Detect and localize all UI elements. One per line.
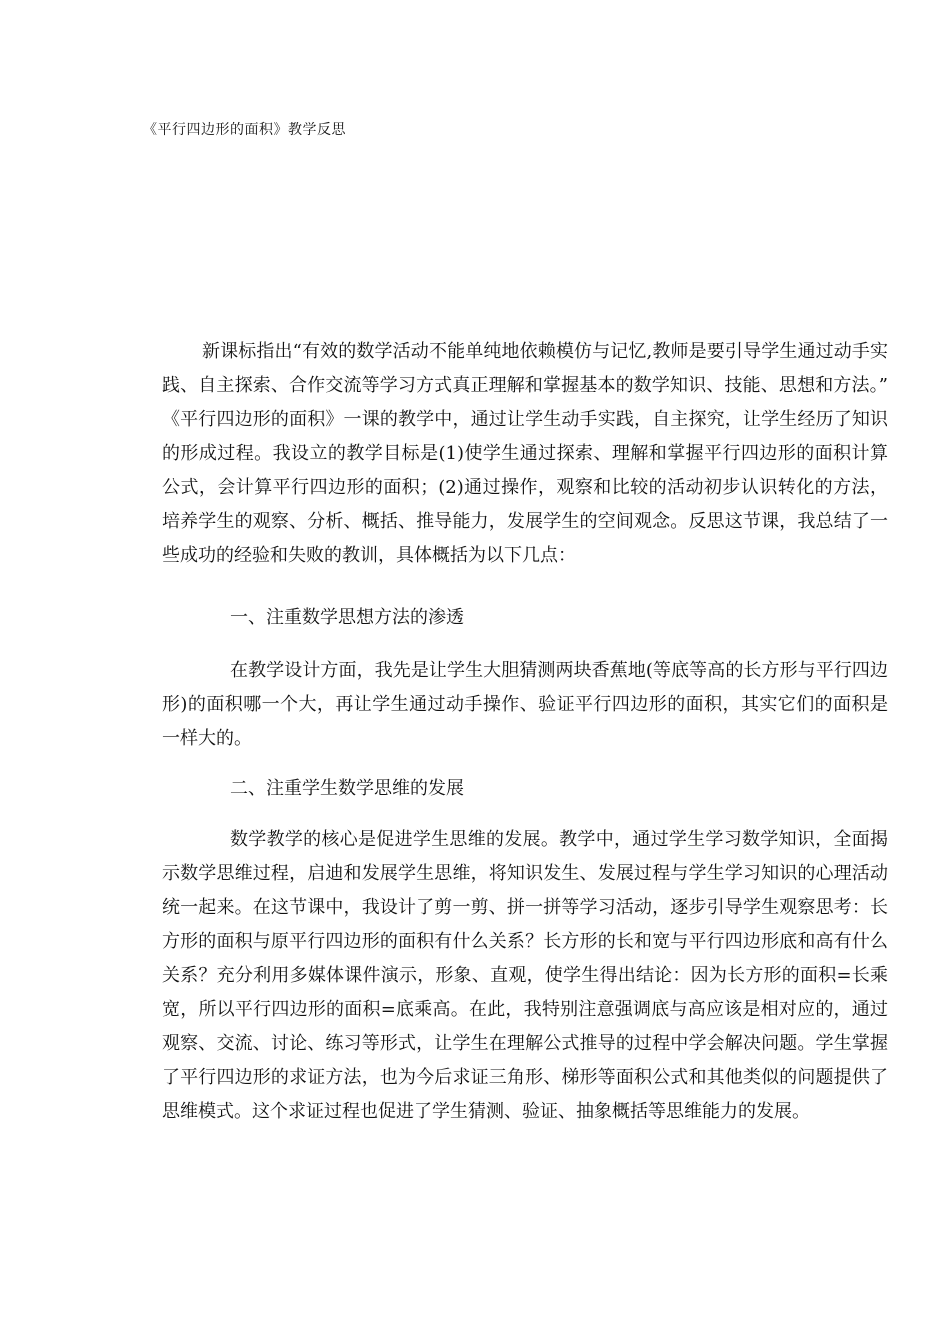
- document-header-title: 《平行四边形的面积》教学反思: [143, 122, 346, 138]
- intro-paragraph: 新课标指出“有效的数学活动不能单纯地依赖模仿与记忆,教师是要引导学生通过动手实践、自主探索、合作交流等学习方式真正理解和掌握基本的数学知识、技能、思想和方法。” 《平行四边形的面积》一课的教学中，通过让学生动手实践，自主探究，让学生经历了知识的形成过程。我设立的教学目标是(1)使学生通过探索、理解和掌握平行四边形的面积计算公式，会计算平行四边形的面积；(2)通过操作，观察和比较的活动初步认识转化的方法，培养学生的观察、分析、概括、推导能力，发展学生的空间观念。反思这节课，我总结了一些成功的经验和失败的教训，具体概括为以下几点：: [162, 341, 888, 566]
- section-heading-2: 二、注重学生数学思维的发展: [230, 778, 464, 799]
- section-paragraph-1: 在教学设计方面，我先是让学生大胆猜测两块香蕉地(等底等高的长方形与平行四边形)的面积哪一个大，再让学生通过动手操作、验证平行四边形的面积，其实它们的面积是一样大的。: [162, 660, 888, 749]
- section-heading-1: 一、注重数学思想方法的渗透: [230, 607, 464, 628]
- section-paragraph-2: 数学教学的核心是促进学生思维的发展。教学中，通过学生学习数学知识，全面揭示数学思维过程，启迪和发展学生思维，将知识发生、发展过程与学生学习知识的心理活动统一起来。在这节课中，我设计了剪一剪、拼一拼等学习活动，逐步引导学生观察思考：长方形的面积与原平行四边形的面积有什么关系？长方形的长和宽与平行四边形底和高有什么关系？充分利用多媒体课件演示，形象、直观，使学生得出结论：因为长方形的面积=长乘宽，所以平行四边形的面积=底乘高。在此，我特别注意强调底与高应该是相对应的，通过观察、交流、讨论、练习等形式，让学生在理解公式推导的过程中学会解决问题。学生掌握了平行四边形的求证方法，也为今后求证三角形、梯形等面积公式和其他类似的问题提供了思维模式。这个求证过程也促进了学生猜测、验证、抽象概括等思维能力的发展。: [162, 829, 888, 1122]
